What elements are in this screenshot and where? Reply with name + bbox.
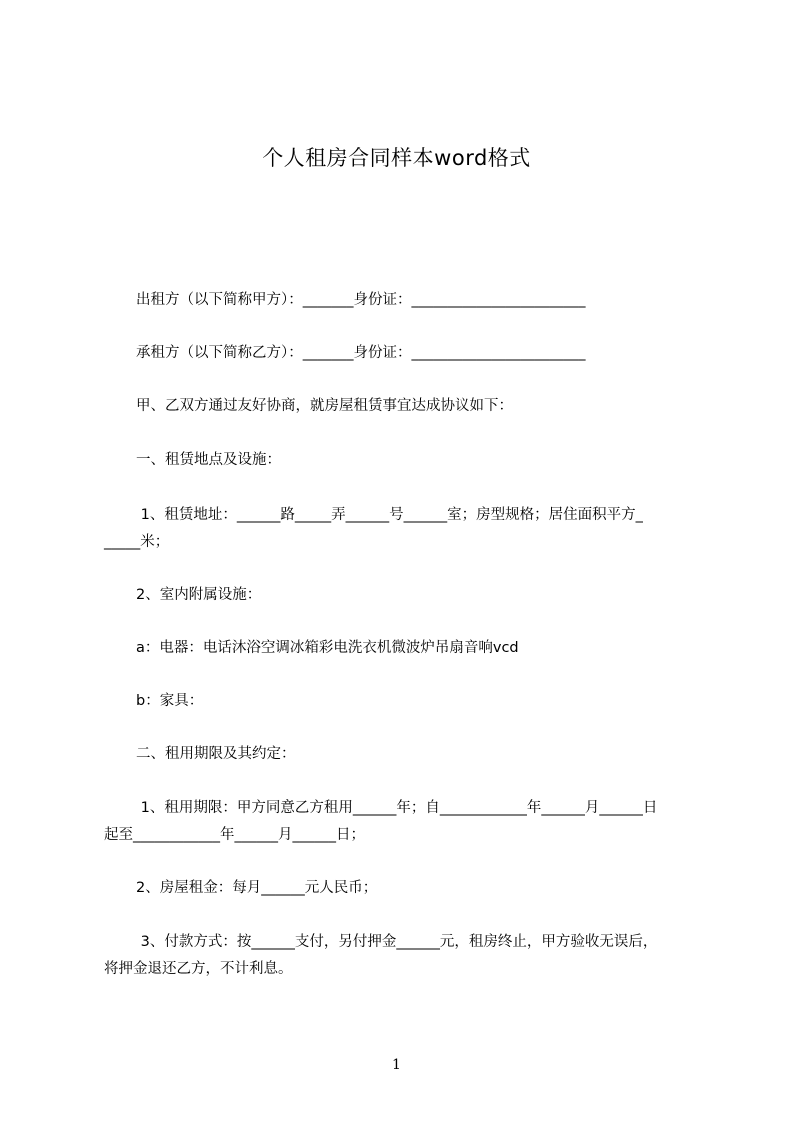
furniture-line: b：家具： bbox=[136, 693, 204, 709]
lease-term-line: 1、租用期限：甲方同意乙方租用______年；自____________年______月______日 bbox=[136, 800, 658, 816]
page-number: 1 bbox=[392, 1057, 401, 1073]
appliances-line: a：电器：电话沐浴空调冰箱彩电洗衣机微波炉吊扇音响vcd bbox=[136, 640, 519, 656]
payment-method-line: 3、付款方式：按______支付，另付押金______元，租房终止，甲方验收无误后， bbox=[136, 934, 658, 950]
lessee-line: 承租方（以下简称乙方）：_______身份证：________________________ bbox=[136, 345, 586, 361]
document-title: 个人租房合同样本word格式 bbox=[262, 146, 531, 170]
section-1-heading: 一、租赁地点及设施： bbox=[136, 452, 281, 468]
facilities-heading: 2、室内附属设施： bbox=[136, 587, 262, 603]
rental-address-line: 1、租赁地址：______路_____弄______号______室；房型规格；居住面积平方_ bbox=[136, 507, 643, 523]
payment-method-cont: 将押金退还乙方，不计利息。 bbox=[104, 961, 293, 977]
section-2-heading: 二、租用期限及其约定： bbox=[136, 746, 296, 762]
rental-address-cont: _____米； bbox=[104, 534, 170, 550]
lessor-line: 出租方（以下简称甲方）：_______身份证：________________________ bbox=[136, 292, 586, 308]
agreement-intro: 甲、乙双方通过友好协商，就房屋租赁事宜达成协议如下： bbox=[136, 398, 513, 414]
lease-term-cont: 起至____________年______月______日； bbox=[104, 827, 365, 843]
rent-line: 2、房屋租金：每月______元人民币； bbox=[136, 880, 378, 896]
